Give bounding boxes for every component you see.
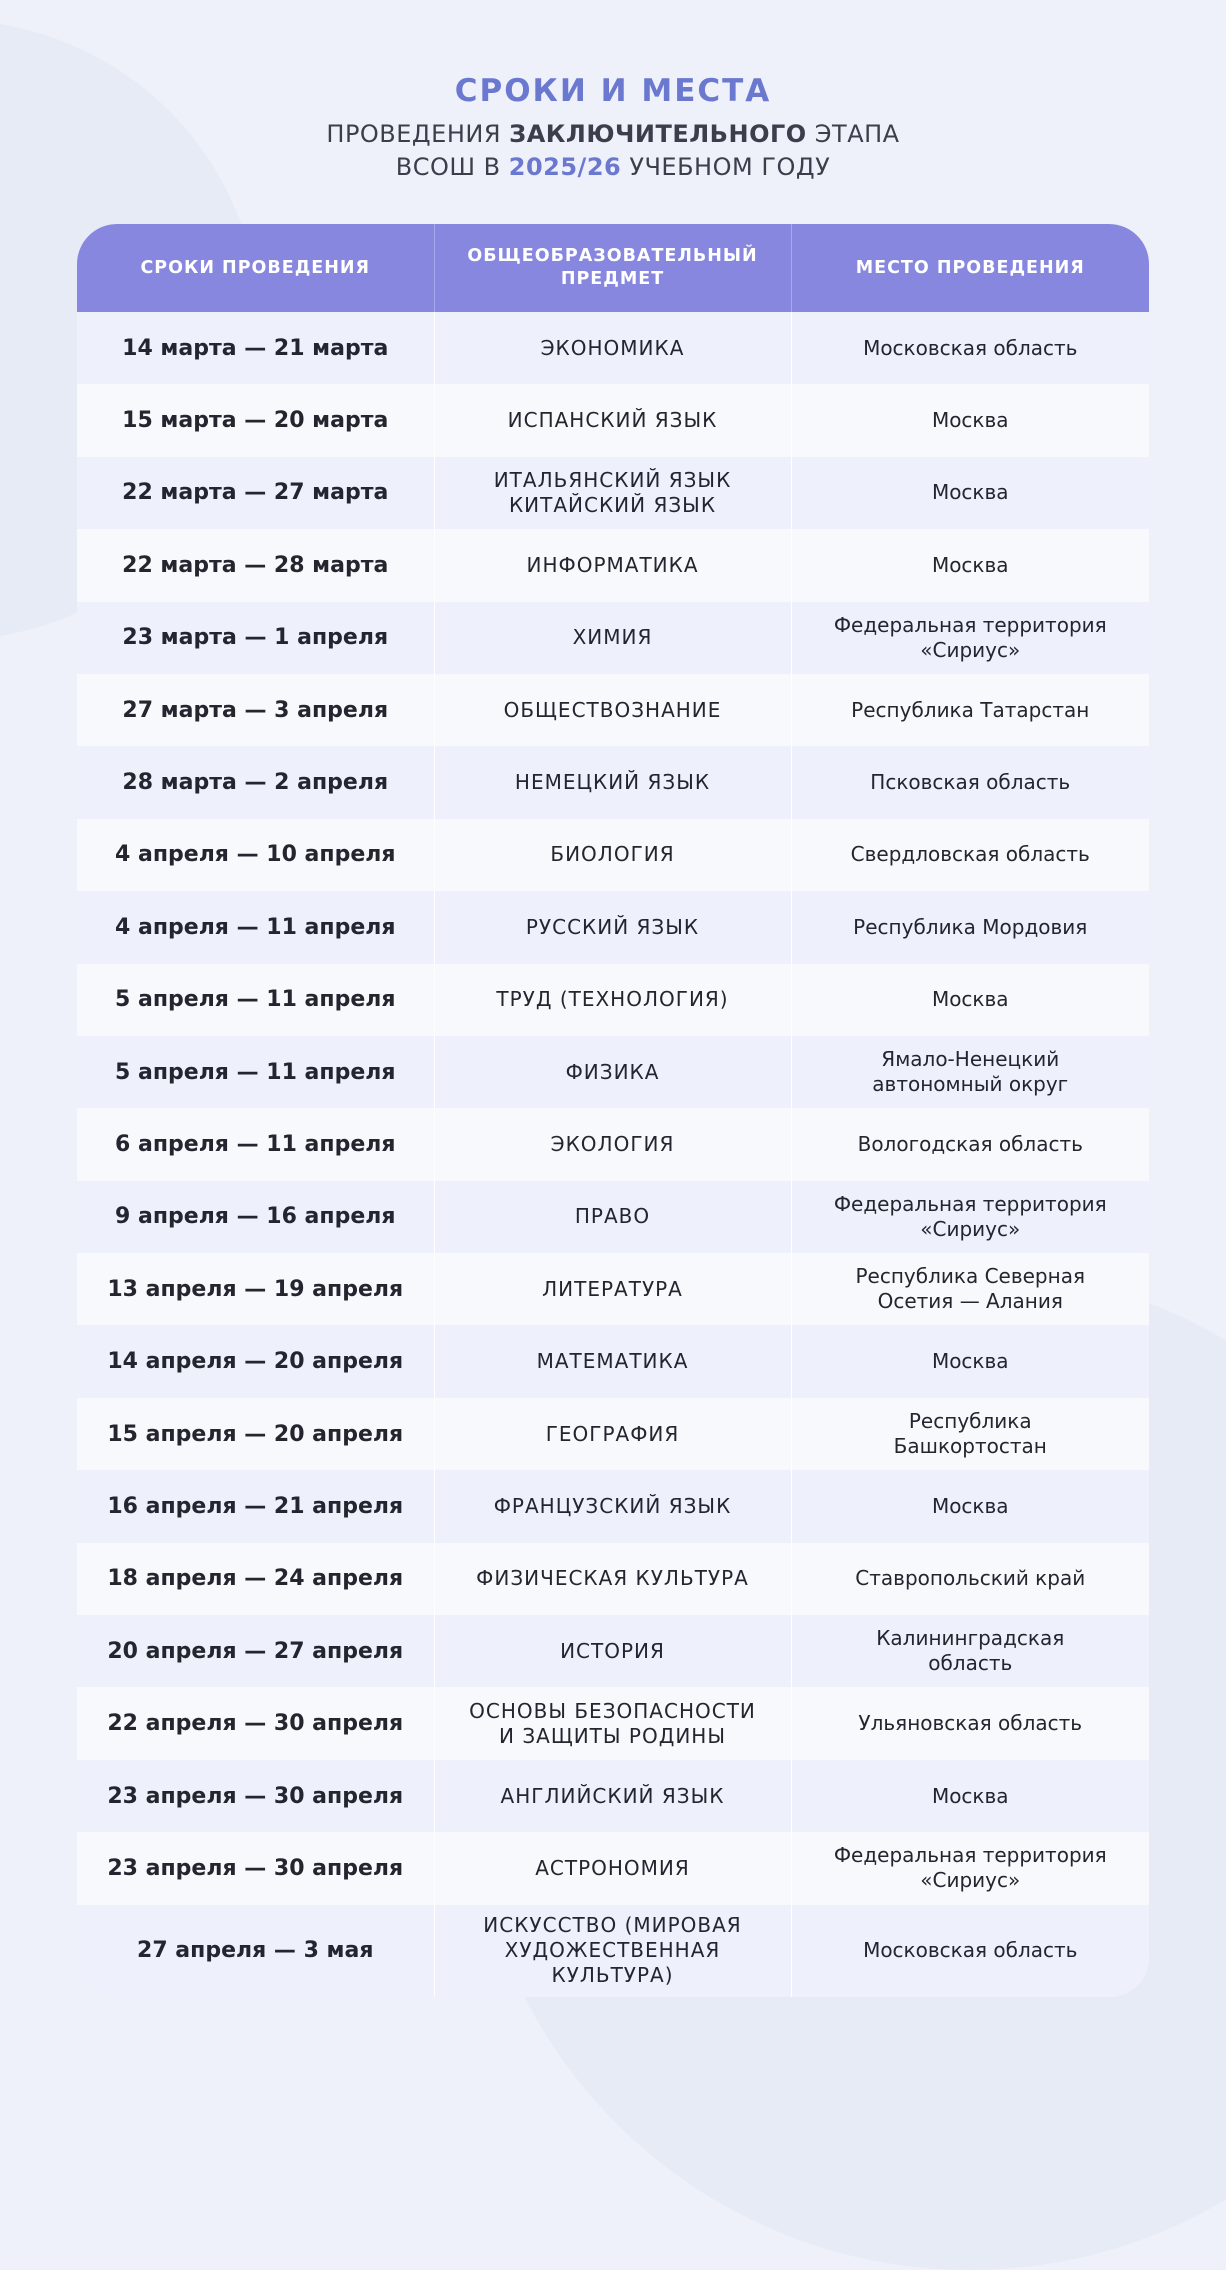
- cell-place-line: Москва: [931, 987, 1009, 1012]
- cell-dates: 4 апреля — 11 апреля: [77, 891, 434, 963]
- cell-place: [791, 1470, 1149, 1542]
- cell-place-line: Республика Мордовия: [853, 914, 1088, 939]
- cell-dates: 15 апреля — 20 апреля: [77, 1398, 434, 1470]
- column-header-place: МЕСТО ПРОВЕДЕНИЯ: [791, 224, 1149, 312]
- cell-subject: [434, 964, 791, 1036]
- cell-dates: 18 апреля — 24 апреля: [77, 1543, 434, 1615]
- cell-dates: 16 апреля — 21 апреля: [77, 1470, 434, 1542]
- cell-subject-line: ИСКУССТВО (МИРОВАЯ: [483, 1913, 742, 1938]
- table-row: [77, 1543, 1149, 1615]
- cell-subject-line: ФРАНЦУЗСКИЙ ЯЗЫК: [493, 1493, 732, 1518]
- cell-place: [791, 1687, 1149, 1759]
- page-subtitle: [0, 118, 1226, 184]
- cell-place-line: Ставропольский край: [855, 1566, 1086, 1591]
- cell-place-line: область: [928, 1651, 1013, 1676]
- cell-place-line: Республика Татарстан: [851, 697, 1090, 722]
- cell-place: [791, 746, 1149, 818]
- cell-dates: 27 апреля — 3 мая: [77, 1905, 434, 1997]
- cell-subject-line: АСТРОНОМИЯ: [535, 1855, 690, 1880]
- table-row: [77, 746, 1149, 818]
- cell-place-line: Федеральная территория: [833, 1191, 1107, 1216]
- subtitle-line-2-prefix: ВСОШ В: [395, 153, 509, 181]
- cell-subject-line: МАТЕМАТИКА: [536, 1349, 689, 1374]
- page-title: СРОКИ И МЕСТА: [454, 73, 772, 109]
- table-row: [77, 891, 1149, 963]
- cell-subject-line: ЭКОНОМИКА: [540, 335, 685, 360]
- cell-place-line: Калининградская: [876, 1626, 1065, 1651]
- table-header-row: [77, 224, 1149, 312]
- cell-dates: 23 апреля — 30 апреля: [77, 1832, 434, 1904]
- cell-place: [791, 602, 1149, 674]
- table-row: [77, 819, 1149, 891]
- cell-dates: 23 марта — 1 апреля: [77, 602, 434, 674]
- subtitle-line-2-suffix: УЧЕБНОМ ГОДУ: [621, 153, 831, 181]
- table-body: [77, 312, 1149, 1997]
- column-header-dates: СРОКИ ПРОВЕДЕНИЯ: [77, 224, 434, 312]
- table-row: [77, 1905, 1149, 1997]
- cell-place: [791, 674, 1149, 746]
- cell-subject: [434, 1615, 791, 1687]
- cell-subject: [434, 602, 791, 674]
- cell-place: [791, 1181, 1149, 1253]
- cell-place: [791, 964, 1149, 1036]
- cell-subject-line: ФИЗИКА: [565, 1059, 660, 1084]
- cell-dates: 15 марта — 20 марта: [77, 384, 434, 456]
- table-row: [77, 1687, 1149, 1759]
- cell-place-line: Осетия — Алания: [877, 1289, 1063, 1314]
- cell-subject: [434, 1181, 791, 1253]
- cell-subject-line: ТРУД (ТЕХНОЛОГИЯ): [496, 987, 729, 1012]
- cell-dates: 22 марта — 28 марта: [77, 529, 434, 601]
- cell-subject-line: БИОЛОГИЯ: [550, 842, 675, 867]
- cell-place: [791, 1760, 1149, 1832]
- table-row: [77, 674, 1149, 746]
- table-row: [77, 1832, 1149, 1904]
- cell-subject: [434, 1760, 791, 1832]
- cell-place: [791, 1615, 1149, 1687]
- cell-place-line: Московская область: [863, 1938, 1078, 1963]
- cell-place-line: Ульяновская область: [858, 1711, 1083, 1736]
- column-header-subject: ОБЩЕОБРАЗОВАТЕЛЬНЫЙ ПРЕДМЕТ: [434, 224, 791, 312]
- cell-place-line: «Сириус»: [920, 1868, 1021, 1893]
- table-row: [77, 1470, 1149, 1542]
- cell-place-line: Башкортостан: [893, 1434, 1047, 1459]
- cell-subject: [434, 746, 791, 818]
- cell-subject-line: ФИЗИЧЕСКАЯ КУЛЬТУРА: [476, 1566, 749, 1591]
- cell-subject-line: ИСТОРИЯ: [560, 1638, 665, 1663]
- table-row: [77, 384, 1149, 456]
- subtitle-line-1-prefix: ПРОВЕДЕНИЯ: [326, 120, 510, 148]
- table-row: [77, 602, 1149, 674]
- subtitle-line-2: [0, 151, 1226, 184]
- table-row: [77, 529, 1149, 601]
- cell-subject: [434, 529, 791, 601]
- cell-place-line: Москва: [931, 1349, 1009, 1374]
- cell-place-line: Москва: [931, 1493, 1009, 1518]
- cell-place: [791, 1543, 1149, 1615]
- cell-place: [791, 457, 1149, 529]
- cell-subject-line: ХУДОЖЕСТВЕННАЯ КУЛЬТУРА): [504, 1938, 721, 1988]
- cell-place-line: Ямало-Ненецкий: [881, 1047, 1060, 1072]
- page-header: [0, 70, 1226, 184]
- subtitle-line-1-bold: ЗАКЛЮЧИТЕЛЬНОГО: [509, 120, 807, 148]
- subtitle-line-1: [0, 118, 1226, 151]
- cell-place-line: Москва: [931, 552, 1009, 577]
- cell-subject-line: ЛИТЕРАТУРА: [542, 1276, 683, 1301]
- cell-dates: 5 апреля — 11 апреля: [77, 1036, 434, 1108]
- table-row: [77, 1108, 1149, 1180]
- cell-subject-line: ГЕОГРАФИЯ: [545, 1421, 680, 1446]
- cell-dates: 5 апреля — 11 апреля: [77, 964, 434, 1036]
- cell-dates: 28 марта — 2 апреля: [77, 746, 434, 818]
- cell-subject-line: КИТАЙСКИЙ ЯЗЫК: [508, 492, 717, 517]
- cell-subject: [434, 384, 791, 456]
- cell-subject: [434, 819, 791, 891]
- cell-place: [791, 1036, 1149, 1108]
- table-row: [77, 1398, 1149, 1470]
- cell-dates: 13 апреля — 19 апреля: [77, 1253, 434, 1325]
- cell-place-line: Москва: [931, 408, 1009, 433]
- table-row: [77, 1760, 1149, 1832]
- cell-place-line: Москва: [931, 1783, 1009, 1808]
- table-row: [77, 312, 1149, 384]
- cell-subject-line: ИСПАНСКИЙ ЯЗЫК: [507, 408, 718, 433]
- cell-subject-line: АНГЛИЙСКИЙ ЯЗЫК: [500, 1783, 725, 1808]
- cell-subject: [434, 1832, 791, 1904]
- cell-place-line: «Сириус»: [920, 1216, 1021, 1241]
- cell-subject: [434, 1470, 791, 1542]
- cell-dates: 20 апреля — 27 апреля: [77, 1615, 434, 1687]
- cell-place-line: автономный округ: [872, 1072, 1069, 1097]
- cell-place: [791, 312, 1149, 384]
- cell-place-line: «Сириус»: [920, 637, 1021, 662]
- cell-subject-line: И ЗАЩИТЫ РОДИНЫ: [499, 1723, 726, 1748]
- cell-subject: [434, 1398, 791, 1470]
- cell-place-line: Псковская область: [870, 770, 1071, 795]
- cell-subject: [434, 1108, 791, 1180]
- table-row: [77, 964, 1149, 1036]
- cell-dates: 22 апреля — 30 апреля: [77, 1687, 434, 1759]
- cell-subject-line: ИНФОРМАТИКА: [526, 552, 699, 577]
- cell-dates: 14 апреля — 20 апреля: [77, 1325, 434, 1397]
- cell-place-line: Федеральная территория: [833, 612, 1107, 637]
- cell-dates: 9 апреля — 16 апреля: [77, 1181, 434, 1253]
- cell-subject: [434, 1687, 791, 1759]
- cell-subject-line: РУССКИЙ ЯЗЫК: [525, 914, 700, 939]
- table-row: [77, 1253, 1149, 1325]
- cell-place: [791, 819, 1149, 891]
- subtitle-line-1-suffix: ЭТАПА: [806, 120, 900, 148]
- cell-subject-line: ХИМИЯ: [572, 625, 653, 650]
- cell-place: [791, 384, 1149, 456]
- cell-subject: [434, 891, 791, 963]
- cell-place-line: Вологодская область: [857, 1131, 1083, 1156]
- cell-place: [791, 1108, 1149, 1180]
- cell-subject: [434, 1036, 791, 1108]
- cell-subject: [434, 1325, 791, 1397]
- cell-dates: 27 марта — 3 апреля: [77, 674, 434, 746]
- cell-place-line: Республика: [908, 1409, 1032, 1434]
- cell-subject: [434, 674, 791, 746]
- cell-dates: 22 марта — 27 марта: [77, 457, 434, 529]
- schedule-table-card: [77, 224, 1149, 1997]
- cell-subject-line: ПРАВО: [574, 1204, 651, 1229]
- cell-place: [791, 891, 1149, 963]
- cell-subject-line: ОБЩЕСТВОЗНАНИЕ: [503, 697, 722, 722]
- table-row: [77, 1325, 1149, 1397]
- cell-place-line: Свердловская область: [850, 842, 1090, 867]
- cell-subject: [434, 1543, 791, 1615]
- cell-subject: [434, 1253, 791, 1325]
- cell-place: [791, 1905, 1149, 1997]
- cell-dates: 6 апреля — 11 апреля: [77, 1108, 434, 1180]
- cell-place: [791, 529, 1149, 601]
- table-row: [77, 457, 1149, 529]
- cell-place-line: Республика Северная: [855, 1264, 1085, 1289]
- cell-subject-line: НЕМЕЦКИЙ ЯЗЫК: [514, 770, 711, 795]
- cell-place: [791, 1325, 1149, 1397]
- table-row: [77, 1181, 1149, 1253]
- cell-subject: [434, 457, 791, 529]
- cell-subject: [434, 312, 791, 384]
- cell-dates: 23 апреля — 30 апреля: [77, 1760, 434, 1832]
- cell-place: [791, 1253, 1149, 1325]
- schedule-table: [77, 224, 1149, 1997]
- cell-subject-line: ОСНОВЫ БЕЗОПАСНОСТИ: [469, 1698, 756, 1723]
- cell-dates: 14 марта — 21 марта: [77, 312, 434, 384]
- cell-subject-line: ИТАЛЬЯНСКИЙ ЯЗЫК: [493, 467, 732, 492]
- table-row: [77, 1615, 1149, 1687]
- cell-dates: 4 апреля — 10 апреля: [77, 819, 434, 891]
- cell-subject-line: ЭКОЛОГИЯ: [550, 1131, 675, 1156]
- cell-place-line: Московская область: [863, 335, 1078, 360]
- cell-place-line: Федеральная территория: [833, 1843, 1107, 1868]
- school-year: 2025/26: [508, 153, 622, 181]
- cell-place: [791, 1398, 1149, 1470]
- cell-place: [791, 1832, 1149, 1904]
- table-row: [77, 1036, 1149, 1108]
- cell-subject: [434, 1905, 791, 1997]
- cell-place-line: Москва: [931, 480, 1009, 505]
